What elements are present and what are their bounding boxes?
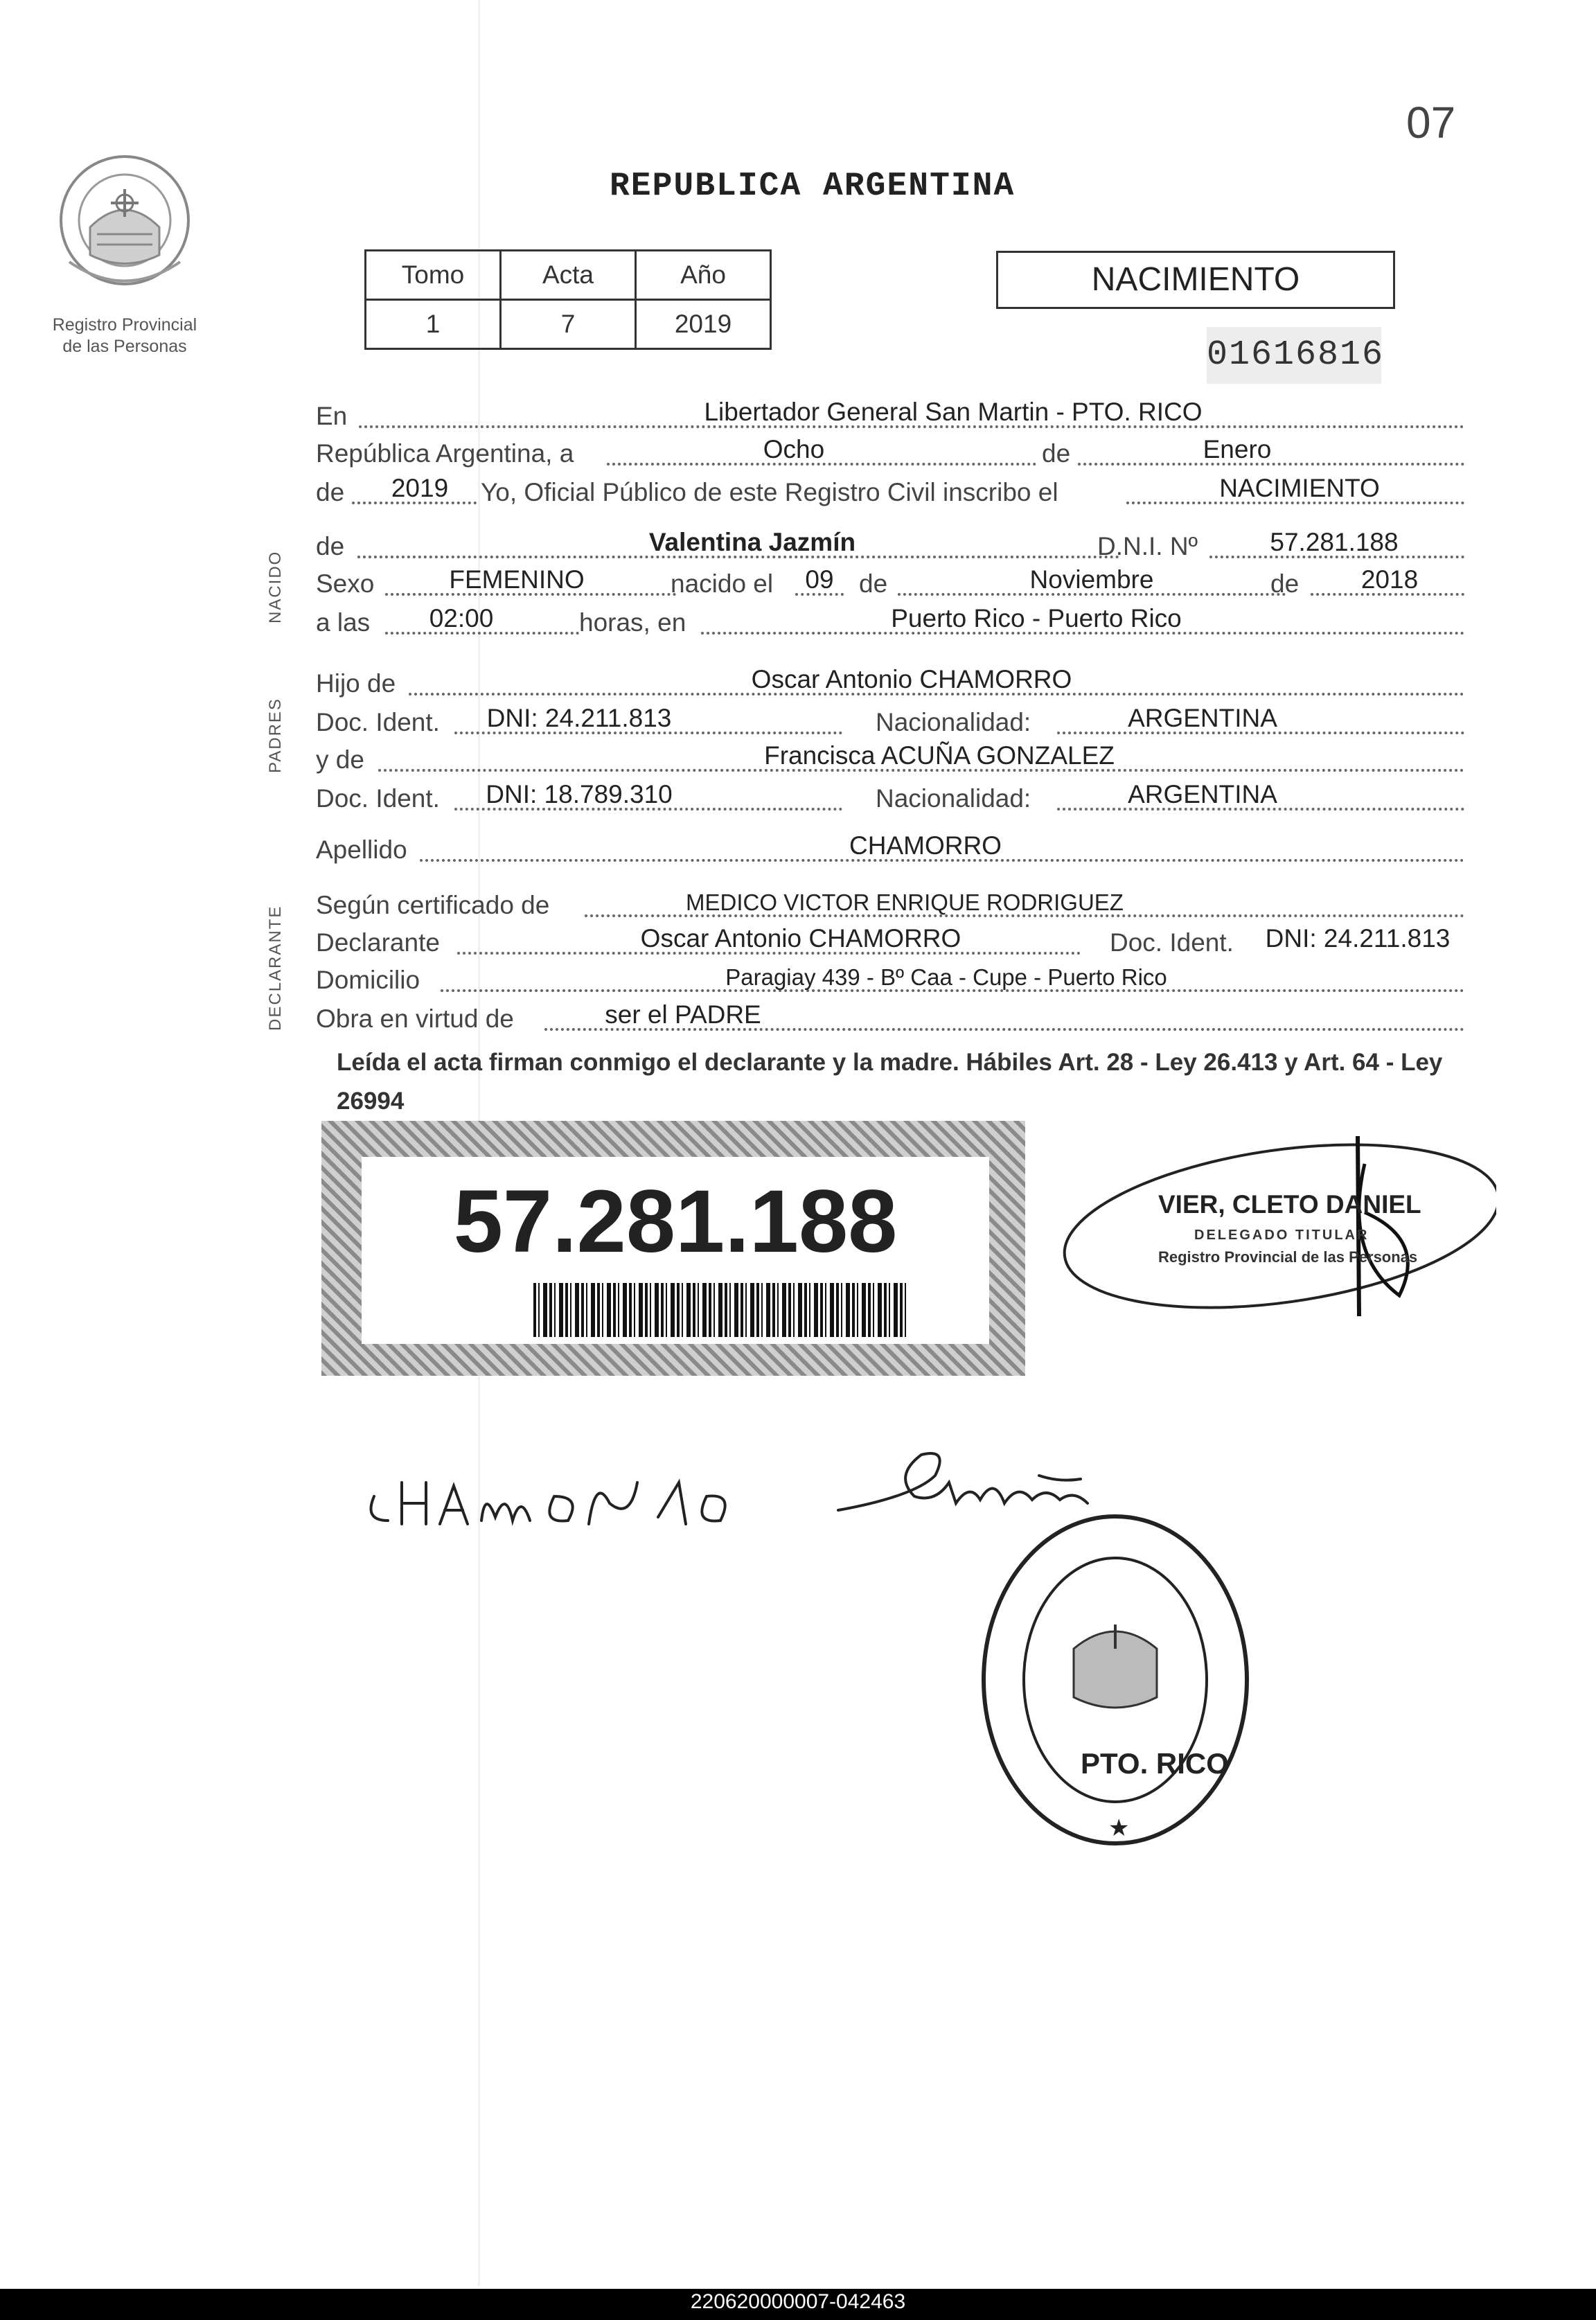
officer-organization: Registro Provincial de las Personas bbox=[1158, 1248, 1418, 1266]
label-en: En bbox=[316, 402, 348, 430]
delegation-round-stamp bbox=[977, 1510, 1254, 1850]
label-a-las: a las bbox=[316, 608, 371, 637]
row-obra bbox=[316, 998, 1464, 1039]
row-republica bbox=[316, 432, 1464, 474]
label-hijo-de: Hijo de bbox=[316, 669, 396, 698]
value-declarante: Oscar Antonio CHAMORRO bbox=[640, 924, 961, 953]
document-title: REPUBLICA ARGENTINA bbox=[610, 168, 1016, 205]
label-doc-ident: Doc. Ident. bbox=[316, 784, 440, 813]
value-certificado: MEDICO VICTOR ENRIQUE RODRIGUEZ bbox=[686, 889, 1124, 915]
ref-value-tomo: 1 bbox=[366, 300, 501, 349]
row-hora-lugar bbox=[316, 601, 1464, 643]
reference-table bbox=[364, 249, 772, 350]
value-obra: ser el PADRE bbox=[605, 1000, 761, 1029]
dni-sticker-number: 57.281.188 bbox=[453, 1172, 898, 1271]
value-day: Ocho bbox=[763, 435, 825, 463]
row-domicilio bbox=[316, 959, 1464, 1000]
value-apellido: CHAMORRO bbox=[849, 831, 1002, 860]
label-horas-en: horas, en bbox=[579, 608, 686, 637]
side-tag-declarante: DECLARANTE bbox=[266, 905, 285, 1031]
barcode bbox=[533, 1283, 907, 1337]
provincial-seal-logo bbox=[55, 151, 194, 300]
officer-role: DELEGADO TITULAR bbox=[1194, 1228, 1369, 1243]
footer-document-id: 220620000007-042463 bbox=[690, 2290, 906, 2313]
closing-text: Leída el acta firman conmigo el declarante y la madre. Hábiles Art. 28 - Ley 26.413 y Art. 64 - Ley 26994 bbox=[337, 1049, 1443, 1115]
label-y-de: y de bbox=[316, 745, 364, 774]
value-sexo: FEMENINO bbox=[449, 565, 585, 594]
value-birth-month: Noviembre bbox=[1029, 565, 1154, 594]
label-apellido: Apellido bbox=[316, 835, 407, 864]
value-father-nationality: ARGENTINA bbox=[1128, 704, 1277, 732]
value-place-of-registration: Libertador General San Martin - PTO. RICO bbox=[704, 398, 1203, 426]
label-domicilio: Domicilio bbox=[316, 966, 420, 994]
row-hijo-de bbox=[316, 662, 1464, 704]
officer-stamp-oval bbox=[1039, 1136, 1496, 1316]
label-doc-ident: Doc. Ident. bbox=[316, 708, 440, 736]
label-de: de bbox=[1270, 569, 1300, 598]
value-year: 2019 bbox=[391, 474, 449, 502]
label-de: de bbox=[316, 478, 345, 506]
label-de: de bbox=[859, 569, 888, 598]
page-number: 07 bbox=[1406, 98, 1456, 148]
officer-name: VIER, CLETO DANIEL bbox=[1158, 1190, 1421, 1219]
label-nacionalidad: Nacionalidad: bbox=[876, 708, 1031, 736]
row-en bbox=[316, 395, 1464, 436]
row-declarante bbox=[316, 921, 1464, 963]
value-mother-doc: DNI: 18.789.310 bbox=[486, 780, 673, 808]
row-father-doc bbox=[316, 701, 1464, 743]
ref-header-tomo: Tomo bbox=[366, 251, 501, 300]
label-nacionalidad: Nacionalidad: bbox=[876, 784, 1031, 813]
ref-value-ano: 2019 bbox=[636, 300, 771, 349]
value-father-doc: DNI: 24.211.813 bbox=[486, 704, 672, 732]
value-father-name: Oscar Antonio CHAMORRO bbox=[751, 665, 1072, 693]
label-sexo: Sexo bbox=[316, 569, 375, 598]
row-y-de bbox=[316, 738, 1464, 780]
side-tag-nacido: NACIDO bbox=[266, 550, 285, 623]
row-inscripcion bbox=[316, 471, 1464, 513]
row-mother-doc bbox=[316, 777, 1464, 819]
ref-value-acta: 7 bbox=[501, 300, 636, 349]
logo-caption: Registro Provincial de las Personas bbox=[52, 315, 197, 356]
side-tag-padres: PADRES bbox=[266, 698, 285, 773]
svg-text:★: ★ bbox=[1108, 1814, 1130, 1842]
label-de: de bbox=[1042, 439, 1071, 468]
document-type-box: NACIMIENTO bbox=[996, 251, 1395, 309]
dni-sticker-inner bbox=[362, 1157, 989, 1344]
ref-header-acta: Acta bbox=[501, 251, 636, 300]
row-apellido bbox=[316, 829, 1464, 870]
round-stamp-inner-text: PTO. RICO bbox=[1081, 1747, 1229, 1780]
value-mother-nationality: ARGENTINA bbox=[1128, 780, 1277, 808]
row-nombre bbox=[316, 525, 1464, 567]
value-birth-year: 2018 bbox=[1360, 565, 1419, 594]
value-month: Enero bbox=[1203, 435, 1272, 463]
row-sexo bbox=[316, 563, 1464, 604]
value-birth-day: 09 bbox=[805, 565, 834, 594]
value-birth-place: Puerto Rico - Puerto Rico bbox=[891, 604, 1182, 632]
label-inscribo: Yo, Oficial Público de este Registro Civil inscribo el bbox=[481, 478, 1058, 506]
value-acto: NACIMIENTO bbox=[1219, 474, 1380, 502]
label-declarante: Declarante bbox=[316, 928, 440, 957]
row-certificado bbox=[316, 884, 1464, 926]
signature-chamorro bbox=[360, 1455, 762, 1538]
ref-header-ano: Año bbox=[636, 251, 771, 300]
value-domicilio: Paragiay 439 - Bº Caa - Cupe - Puerto Rico bbox=[725, 964, 1167, 990]
label-de: de bbox=[316, 532, 345, 560]
label-dni: D.N.I. Nº bbox=[1097, 532, 1198, 560]
label-obra-en-virtud: Obra en virtud de bbox=[316, 1004, 514, 1033]
label-republica: República Argentina, a bbox=[316, 439, 574, 468]
value-hora: 02:00 bbox=[429, 604, 494, 632]
label-doc-ident: Doc. Ident. bbox=[1110, 928, 1234, 957]
dni-sticker bbox=[321, 1121, 1025, 1376]
value-mother-name: Francisca ACUÑA GONZALEZ bbox=[764, 741, 1115, 770]
label-nacido-el: nacido el bbox=[671, 569, 774, 598]
value-dni: 57.281.188 bbox=[1270, 528, 1399, 556]
label-segun-certificado: Según certificado de bbox=[316, 891, 550, 919]
value-declarante-doc: DNI: 24.211.813 bbox=[1265, 924, 1451, 953]
serial-number: 01616816 bbox=[1207, 327, 1381, 384]
value-child-name: Valentina Jazmín bbox=[648, 528, 856, 556]
